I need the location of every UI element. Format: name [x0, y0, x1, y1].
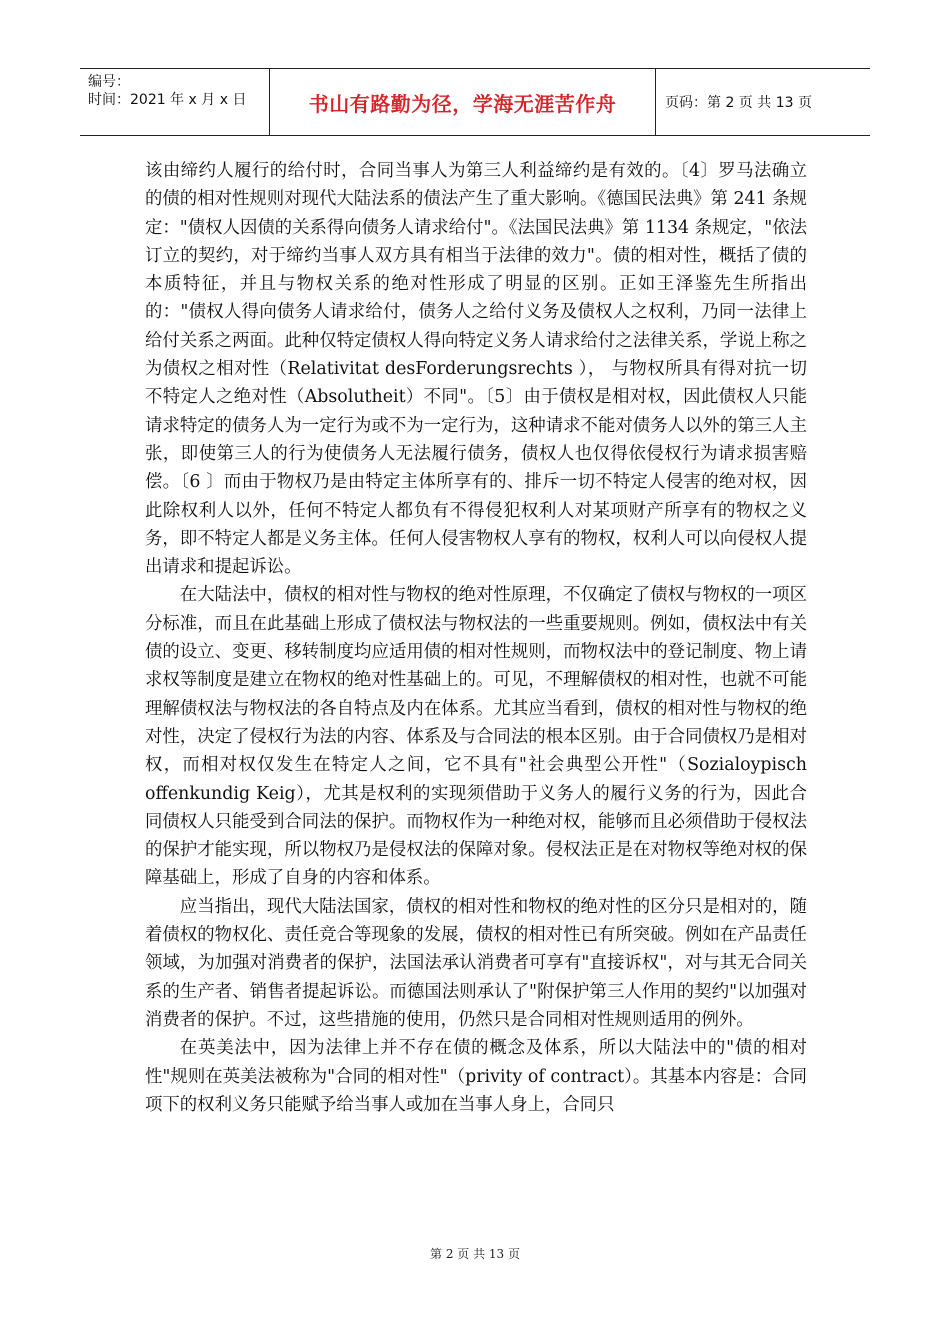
- date-label: 时间：2021 年 x 月 x 日: [88, 92, 247, 108]
- paragraph-3: 应当指出，现代大陆法国家，债权的相对性和物权的绝对性的区分只是相对的，随着债权的物权化、责任竞合等现象的发展，债权的相对性已有所突破。例如在产品责任领域，为加强对消费者的保护，法国法承认消费者可享有"直接诉权"，对与其无合同关系的生产者、销售者提起诉讼。而德国法则承认了"附保护第三人作用的契约"以加强对消费者的保护。不过，这些措施的使用，仍然只是合同相对性规则适用的例外。: [145, 896, 807, 1030]
- serial-label: 编号：: [88, 74, 130, 90]
- header-motto: 书山有路勤为径，学海无涯苦作舟: [270, 69, 656, 135]
- paragraph-4: 在英美法中，因为法律上并不存在债的概念及体系，所以大陆法中的"债的相对性"规则在英美法被称为"合同的相对性"（privity of contract）。其基本内容是：合同项下的权利义务只能赋予给当事人或加在当事人身上，合同只: [145, 1038, 807, 1115]
- page-header: [80, 68, 870, 136]
- header-meta: [80, 69, 270, 135]
- page-footer: 第 2 页 共 13 页: [430, 1247, 520, 1261]
- paragraph-2: 在大陆法中，债权的相对性与物权的绝对性原理，不仅确定了债权与物权的一项区分标准，而且在此基础上形成了债权法与物权法的一些重要规则。例如，债权法中有关债的设立、变更、移转制度均应适用债的相对性规则，而物权法中的登记制度、物上请求权等制度是建立在物权的绝对性基础上的。可见，不理解债权的相对性，也就不可能理解债权法与物权法的各自特点及内在体系。尤其应当看到，债权的相对性与物权的绝对性，决定了侵权行为法的内容、体系及与合同法的根本区别。由于合同债权乃是相对权，而相对权仅发生在特定人之间，它不具有"社会典型公开性"（Sozialoypisch offenkundig Keig），尤其是权利的实现须借助于义务人的履行义务的行为，因此合同债权人只能受到合同法的保护。而物权作为一种绝对权，能够而且必须借助于侵权法的保护才能实现，所以物权乃是侵权法的保障对象。侵权法正是在对物权等绝对权的保障基础上，形成了自身的内容和体系。: [145, 585, 807, 889]
- document-body: [145, 157, 807, 1119]
- paragraph-1: 该由缔约人履行的给付时，合同当事人为第三人利益缔约是有效的。〔4〕罗马法确立的债的相对性规则对现代大陆法系的债法产生了重大影响。《德国民法典》第 241 条规定："债权人因债的关系得向债务人请求给付"。《法国民法典》第 1134 条规定，"依法订立的契约，对于缔约当事人双方具有相当于法律的效力"。债的相对性，概括了债的本质特征，并且与物权关系的绝对性形成了明显的区别。正如王泽鉴先生所指出的："债权人得向债务人请求给付，债务人之给付义务及债权人之权利，乃同一法律上给付关系之两面。此种仅特定债权人得向特定义务人请求给付之法律关系，学说上称之为债权之相对性（Relativitat desForderungsrechts ）， 与物权所具有得对抗一切不特定人之绝对性（Absolutheit）不同"。〔5〕由于债权是相对权，因此债权人只能请求特定的债务人为一定行为或不为一定行为，这种请求不能对债务人以外的第三人主张，即使第三人的行为使债务人无法履行债务，债权人也仅得依侵权行为请求损害赔偿。〔6 〕而由于物权乃是由特定主体所享有的、排斥一切不特定人侵害的绝对权，因此除权利人以外，任何不特定人都负有不得侵犯权利人对某项财产所享有的物权之义务，即不特定人都是义务主体。任何人侵害物权人享有的物权，权利人可以向侵权人提出请求和提起诉讼。: [145, 161, 807, 578]
- header-page-info: 页码：第 2 页 共 13 页: [665, 95, 812, 111]
